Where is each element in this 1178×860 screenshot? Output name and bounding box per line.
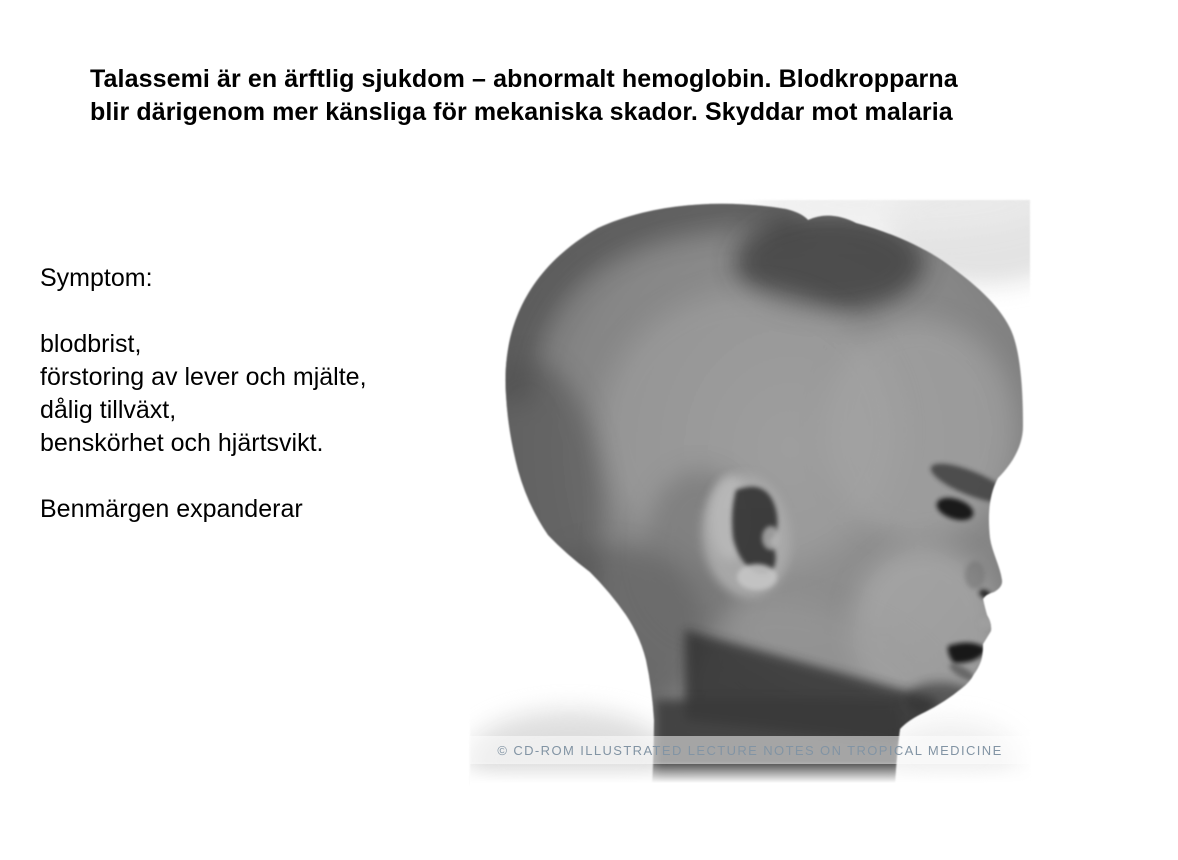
symptoms-block [40, 262, 367, 526]
spacer [40, 295, 367, 328]
symptom-item-3: dålig tillväxt, [40, 396, 177, 424]
child-head-illustration [470, 200, 1030, 785]
symptom-item-1: blodbrist, [40, 330, 142, 358]
symptoms-note: Benmärgen expanderar [40, 495, 303, 523]
symptom-item-4: benskörhet och hjärtsvikt. [40, 429, 324, 457]
photo-caption-text: © CD-ROM ILLUSTRATED LECTURE NOTES ON TROPICAL MEDICINE [497, 742, 1003, 758]
title-line-1: Talassemi är en ärftlig sjukdom – abnormalt hemoglobin. Blodkropparna [90, 65, 958, 93]
symptom-item-2: förstoring av lever och mjälte, [40, 363, 367, 391]
spacer [40, 460, 367, 493]
title-line-2: blir därigenom mer känsliga för mekaniska skador. Skyddar mot malaria [90, 98, 953, 126]
patient-photo [470, 200, 1030, 785]
photo-bottom-fade [470, 761, 1030, 787]
slide-title [90, 63, 958, 129]
symptoms-heading: Symptom: [40, 264, 153, 292]
photo-caption-band [470, 736, 1030, 764]
